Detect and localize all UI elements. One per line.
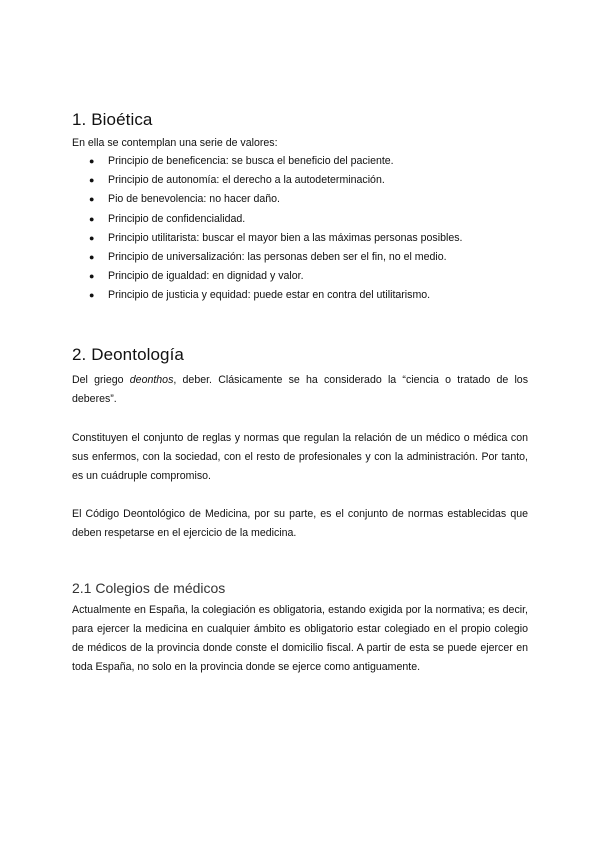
section-2-1-heading: 2.1 Colegios de médicos bbox=[72, 580, 226, 596]
section-2-paragraph-3: El Código Deontológico de Medicina, por su parte, es el conjunto de normas establecidas que deben respetarse en el ejercicio de la medicina. bbox=[72, 508, 528, 539]
section-1-heading: 1. Bioética bbox=[72, 110, 153, 129]
bullet-icon: ● bbox=[89, 290, 95, 301]
section-2-paragraph-1: Del griego deonthos, deber. Clásicamente se ha considerado la “ciencia o tratado de los deberes”. bbox=[72, 374, 528, 405]
bullet-icon: ● bbox=[89, 213, 95, 224]
list-item: ● Principio de confidencialidad. bbox=[72, 210, 462, 229]
list-item: ● Principio de justicia y equidad: puede estar en contra del utilitarismo. bbox=[72, 286, 462, 305]
bullet-icon: ● bbox=[89, 194, 95, 205]
list-item: ● Pio de benevolencia: no hacer daño. bbox=[72, 190, 462, 209]
list-item: ● Principio de beneficencia: se busca el beneficio del paciente. bbox=[72, 152, 462, 171]
section-2-paragraph-2: Constituyen el conjunto de reglas y normas que regulan la relación de un médico o médica con sus enfermos, con la sociedad, con el resto de profesionales y con la administración. Por tanto, es un cuádruple compromiso. bbox=[72, 432, 528, 482]
bullet-icon: ● bbox=[89, 252, 95, 263]
section-1-intro: En ella se contemplan una serie de valores: bbox=[72, 137, 278, 149]
section-2-1-paragraph: Actualmente en España, la colegiación es obligatoria, estando exigida por la normativa; es decir, para ejercer la medicina en cualquier ámbito es obligatorio estar colegiado en el propio colegio de médicos de la provincia donde conste el domicilio fiscal. A partir de esta se puede ejercer en toda España, no solo en la provincia donde se ejerce como antiguamente. bbox=[72, 604, 528, 673]
list-item: ● Principio de universalización: las personas deben ser el fin, no el medio. bbox=[72, 248, 462, 267]
section-2-heading: 2. Deontología bbox=[72, 345, 184, 364]
bullet-icon: ● bbox=[89, 156, 95, 166]
list-item: ● Principio utilitarista: buscar el mayor bien a las máximas personas posibles. bbox=[72, 229, 462, 248]
bullet-icon: ● bbox=[89, 232, 95, 243]
bullet-icon: ● bbox=[89, 175, 95, 186]
values-list bbox=[72, 152, 462, 306]
bullet-icon: ● bbox=[89, 271, 95, 282]
list-item: ● Principio de igualdad: en dignidad y valor. bbox=[72, 267, 462, 286]
list-item: ● Principio de autonomía: el derecho a la autodeterminación. bbox=[72, 171, 462, 190]
